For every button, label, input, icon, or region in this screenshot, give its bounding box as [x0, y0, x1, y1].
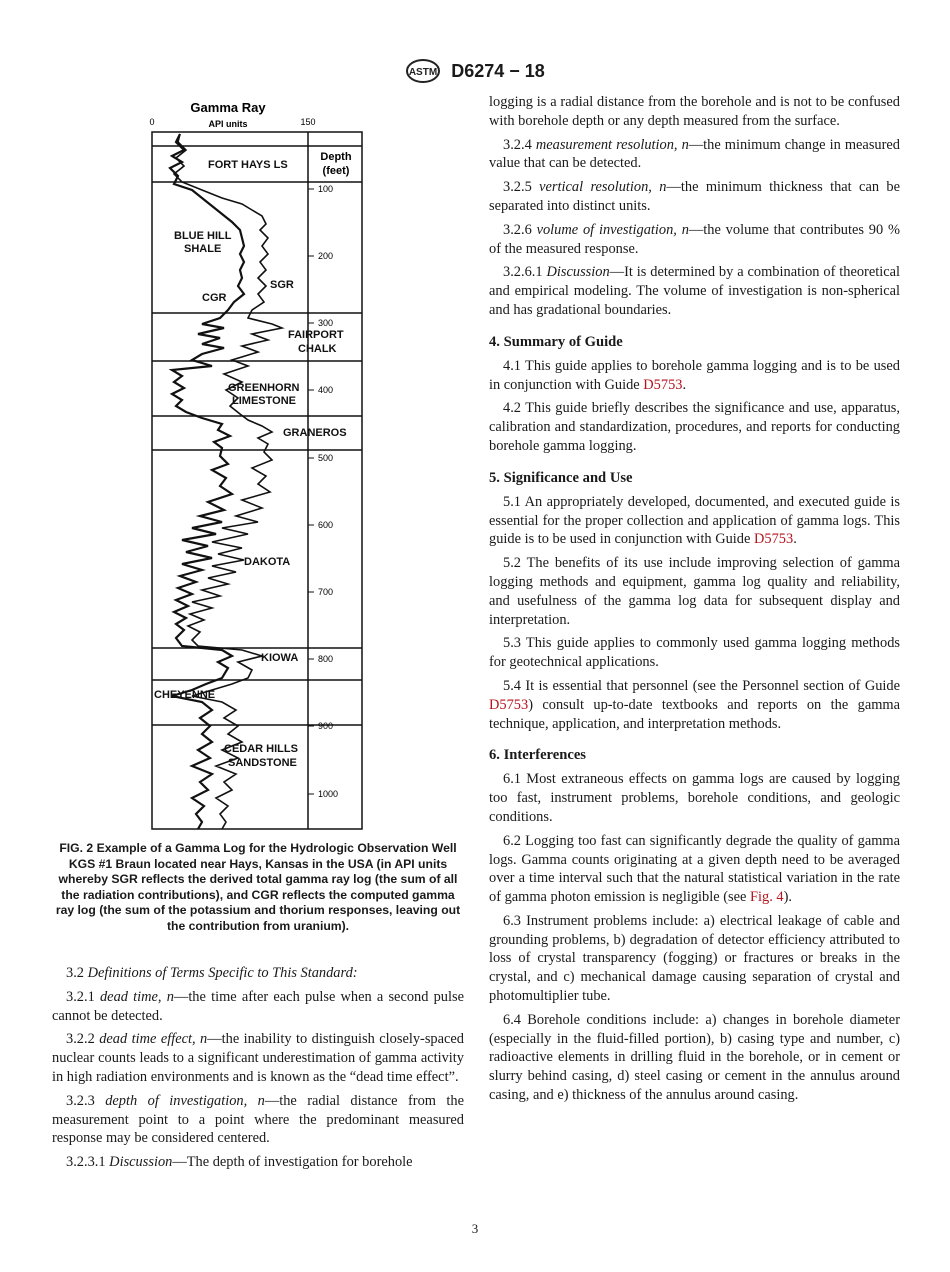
para-5-4: 5.4 It is essential that personnel (see the Personnel section of Guide D5753) consult up-to-date textbooks and reports on the gamma technique, application, and interpretation methods. [489, 677, 900, 732]
depth-tick-900: 900 [318, 721, 334, 731]
depth-tick-400: 400 [318, 385, 334, 395]
formation-fairport-2: CHALK [298, 343, 337, 355]
depth-tick-800: 800 [318, 654, 334, 664]
ref-d5753-link[interactable]: D5753 [754, 531, 794, 548]
depth-ticks [308, 184, 338, 799]
depth-label-1: Depth [320, 151, 352, 163]
depth-tick-1000: 1000 [318, 789, 339, 799]
ref-d5753-link[interactable]: D5753 [643, 376, 683, 393]
depth-tick-200: 200 [318, 251, 334, 261]
left-column [52, 98, 464, 1177]
ref-fig-4-link[interactable]: Fig. 4 [750, 889, 784, 906]
depth-tick-100: 100 [318, 184, 334, 194]
para-3-2-3: 3.2.3 depth of investigation, n—the radial distance from the measurement point to a point where the predominant measured response may be considered centered. [52, 1092, 464, 1147]
depth-tick-600: 600 [318, 520, 334, 530]
figure-title: Gamma Ray [190, 100, 266, 115]
depth-tick-300: 300 [318, 318, 334, 328]
formation-kiowa: KIOWA [261, 652, 299, 664]
para-3-2-4: 3.2.4 measurement resolution, n—the minimum change in measured value that can be detected. [489, 136, 900, 172]
para-continued: logging is a radial distance from the borehole and is not to be confused with borehole depth or any depth measured from the surface. [489, 94, 900, 129]
para-6-1: 6.1 Most extraneous effects on gamma logs are caused by logging too fast, instrument problems, borehole conditions, and geologic conditions. [489, 771, 900, 825]
page-header [0, 58, 950, 84]
formation-sgr: SGR [270, 279, 294, 291]
para-3-2-6-1: 3.2.6.1 Discussion—It is determined by a combination of theoretical and empirical modeling. The volume of investigation is non-spherical and has gradational boundaries. [489, 264, 901, 318]
formation-cedar-1: CEDAR HILLS [224, 743, 298, 755]
para-6-2: 6.2 Logging too fast can significantly degrade the quality of gamma logs. Gamma counts originating at a given depth need to be averaged over a time interval such that the natural statistical variation in the rate of gamma photon emission is negligible (see Fig. 4). [489, 832, 900, 906]
svg-text:ASTM: ASTM [409, 67, 438, 78]
para-3-2-6: 3.2.6 volume of investigation, n—the volume that contributes 90 % of the measured response. [489, 221, 900, 257]
para-3-2-3-1: 3.2.3.1 Discussion—The depth of investigation for borehole [66, 1154, 413, 1171]
gamma-log-figure [52, 98, 464, 833]
formation-blue-hill-1: BLUE HILL [174, 230, 232, 242]
formation-greenhorn-1: GREENHORN [228, 382, 300, 394]
formation-cedar-2: SANDSTONE [228, 757, 297, 769]
depth-tick-700: 700 [318, 587, 334, 597]
para-6-4: 6.4 Borehole conditions include: a) changes in borehole diameter (especially in the fluid-filled portion), b) casing type and number, c) radioactive elements in drilling fluid in the borehole, or in cement or slurry behind casing, d) steel casing or cement in the annulus around casing, and e) thickness of the annulus around casing. [489, 1011, 900, 1104]
heading-section-5: 5. Significance and Use [489, 469, 633, 486]
formation-blue-hill-2: SHALE [184, 243, 222, 255]
para-3-2: 3.2 Definitions of Terms Specific to This Standard: [66, 965, 358, 981]
heading-section-4: 4. Summary of Guide [489, 333, 623, 350]
astm-logo-icon [405, 58, 441, 84]
formation-dakota: DAKOTA [244, 556, 291, 568]
figure-caption: FIG. 2 Example of a Gamma Log for the Hydrologic Observation Well KGS #1 Braun located near Hays, Kansas in the USA (in API units whereby SGR reflects the derived total gamma ray log (the sum of all the radiation contributions), and CGR reflects the computed gamma ray log (the sum of the potassium and thorium responses, leaving out the contribution from uranium). [55, 841, 461, 933]
right-column [489, 93, 900, 1110]
page-number: 3 [471, 1221, 479, 1236]
scale-max: 150 [300, 117, 316, 127]
formation-cheyenne: CHEYENNE [154, 689, 216, 701]
para-5-3: 5.3 This guide applies to commonly used gamma logging methods for geotechnical applications. [489, 635, 900, 671]
heading-section-6: 6. Interferences [489, 747, 586, 764]
formation-fairport-1: FAIRPORT [288, 329, 344, 341]
para-5-1: 5.1 An appropriately developed, documented, and executed guide is essential for the proper collection and application of gamma logs. This guide is to be used in conjunction with Guide D5753. [489, 493, 900, 548]
scale-min: 0 [149, 117, 155, 127]
para-3-2-2: 3.2.2 dead time effect, n—the inability to distinguish closely-spaced nuclear counts leads to a significant underestimation of gamma activity in high radiation environments and is known as the “dead time effect”. [52, 1031, 464, 1085]
para-6-3: 6.3 Instrument problems include: a) electrical leakage of cable and grounding problems, b) degradation of detector efficiency attributed to loss of crystal transparency (fogging) or fractures or breaks in the crystal, and c) mechanical damage causing separation of crystal and photomultiplier tube. [489, 912, 900, 1005]
ref-d5753-link[interactable]: D5753 [489, 696, 529, 713]
para-4-2: 4.2 This guide briefly describes the significance and use, apparatus, calibration and standardization, procedures, and reports for conducting borehole gamma logging. [489, 400, 900, 454]
figure-units: API units [208, 119, 248, 129]
document-id: D6274 − 18 [451, 60, 545, 81]
formation-graneros: GRANEROS [283, 427, 347, 439]
para-4-1: 4.1 This guide applies to borehole gamma logging and is to be used in conjunction with Guide D5753. [489, 357, 900, 393]
formation-cgr: CGR [202, 292, 227, 304]
depth-label-2: (feet) [322, 165, 350, 177]
gamma-log-plot [52, 98, 464, 833]
para-3-2-5: 3.2.5 vertical resolution, n—the minimum thickness that can be separated into distinct units. [489, 179, 900, 214]
depth-tick-500: 500 [318, 453, 334, 463]
formation-greenhorn-2: LIMESTONE [232, 395, 296, 407]
para-3-2-1: 3.2.1 dead time, n—the time after each pulse when a second pulse cannot be detected. [52, 988, 464, 1024]
para-5-2: 5.2 The benefits of its use include improving selection of gamma logging methods and equipment, gamma log quality and reliability, and usefulness of the gamma log data for subsequent display and interpretation. [489, 555, 900, 628]
formation-fort-hays: FORT HAYS LS [208, 159, 288, 171]
